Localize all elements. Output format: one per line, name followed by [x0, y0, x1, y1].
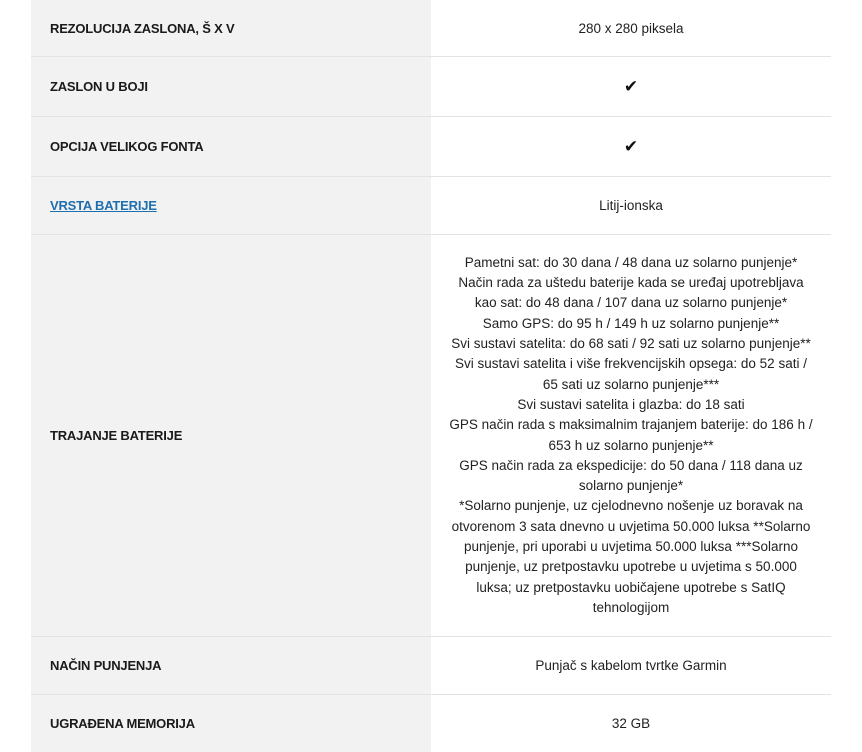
battery-line: 653 h uz solarno punjenje** — [548, 437, 714, 453]
spec-row-charging — [31, 637, 831, 695]
battery-life-text — [446, 253, 816, 618]
battery-line: GPS način rada s maksimalnim trajanjem baterije: do 186 h / — [449, 417, 813, 433]
spec-row-color-display — [31, 57, 831, 117]
spec-row-resolution — [31, 0, 831, 57]
battery-type-link[interactable]: VRSTA BATERIJE — [50, 198, 157, 213]
battery-line: tehnologijom — [592, 599, 670, 615]
spec-row-memory — [31, 695, 831, 752]
battery-line: luksa; uz pretpostavku uobičajene upotrebe s SatIQ — [476, 579, 786, 595]
spec-row-battery-life — [31, 235, 831, 637]
spec-row-battery-type — [31, 177, 831, 235]
spec-value-resolution: 280 x 280 piksela — [431, 0, 831, 56]
battery-line: Samo GPS: do 95 h / 149 h uz solarno punjenje** — [482, 315, 780, 331]
spec-label-color-display: ZASLON U BOJI — [31, 57, 431, 116]
battery-line: punjenje, uz pretpostavku upotrebe u uvjetima s 50.000 — [465, 559, 797, 575]
spec-value-large-font — [431, 117, 831, 176]
battery-line: Svi sustavi satelita i više frekvencijskih opsega: do 52 sati / — [455, 356, 807, 372]
battery-line: punjenje, pri uporabi u uvjetima 50.000 luksa ***Solarno — [464, 538, 798, 554]
battery-line: kao sat: do 48 dana / 107 dana uz solarno punjenje* — [474, 295, 788, 311]
battery-line: Svi sustavi satelita i glazba: do 18 sati — [517, 396, 745, 412]
battery-line: GPS način rada za ekspedicije: do 50 dana / 118 dana uz — [459, 457, 803, 473]
battery-line: Način rada za uštedu baterije kada se uređaj upotrebljava — [458, 275, 804, 291]
spec-label-battery-life: TRAJANJE BATERIJE — [31, 235, 431, 636]
spec-value-battery-type: Litij-ionska — [431, 177, 831, 234]
checkmark-icon: ✔ — [623, 77, 639, 96]
spec-value-charging: Punjač s kabelom tvrtke Garmin — [431, 637, 831, 694]
battery-line: Svi sustavi satelita: do 68 sati / 92 sati uz solarno punjenje** — [451, 336, 811, 352]
battery-line: otvorenom 3 sata dnevno u uvjetima 50.000 luksa **Solarno — [451, 518, 811, 534]
spec-label-resolution: REZOLUCIJA ZASLONA, Š X V — [31, 0, 431, 56]
spec-label-large-font: OPCIJA VELIKOG FONTA — [31, 117, 431, 176]
battery-line: solarno punjenje* — [578, 478, 684, 494]
spec-label-battery-type — [31, 177, 431, 234]
spec-value-battery-life — [431, 235, 831, 636]
spec-row-large-font — [31, 117, 831, 177]
spec-table — [31, 0, 831, 752]
spec-value-color-display — [431, 57, 831, 116]
checkmark-icon: ✔ — [623, 137, 639, 156]
spec-label-charging: NAČIN PUNJENJA — [31, 637, 431, 694]
spec-label-memory: UGRAĐENA MEMORIJA — [31, 695, 431, 752]
battery-line: *Solarno punjenje, uz cjelodnevno nošenje uz boravak na — [459, 498, 803, 514]
battery-line: 65 sati uz solarno punjenje*** — [542, 376, 720, 392]
battery-line: Pametni sat: do 30 dana / 48 dana uz solarno punjenje* — [464, 254, 798, 270]
spec-value-memory: 32 GB — [431, 695, 831, 752]
